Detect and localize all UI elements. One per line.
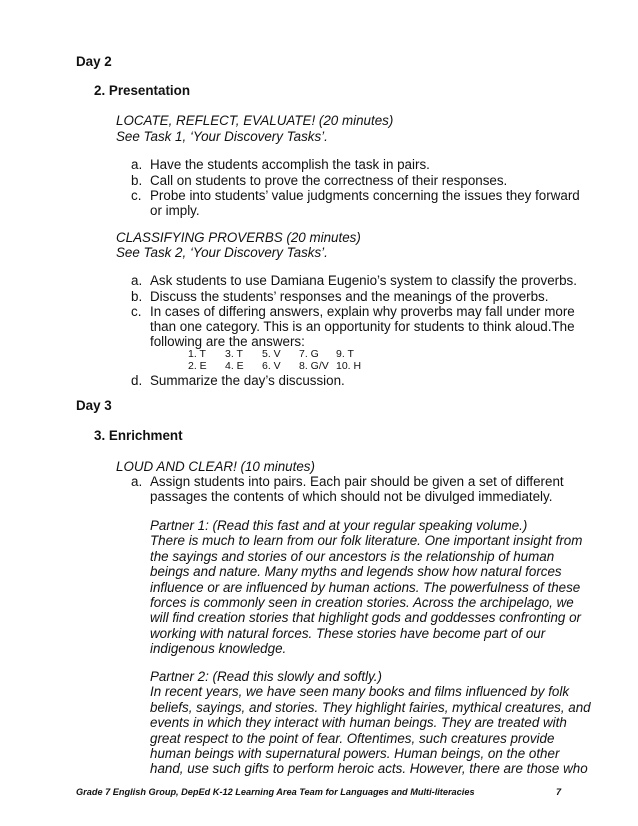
answer-9: 9. T xyxy=(336,348,354,360)
task1-item-a-marker: a. xyxy=(131,157,143,172)
answer-6: 6. V xyxy=(262,360,281,372)
partner2-line: human beings with supernatural powers. Human beings, on the other xyxy=(150,746,560,761)
day-2-heading: Day 2 xyxy=(76,54,112,69)
task2-item-d-marker: d. xyxy=(131,373,143,388)
partner1-line: There is much to learn from our folk literature. One important insight from xyxy=(150,533,583,548)
partner1-line: working with natural forces. These stories have become part of our xyxy=(150,626,546,641)
task2-title: CLASSIFYING PROVERBS (20 minutes) xyxy=(116,230,361,245)
answer-2: 2. E xyxy=(188,360,207,372)
task1-item-c-line2: or imply. xyxy=(150,203,200,218)
presentation-heading: 2. Presentation xyxy=(94,83,190,98)
task3-item-a-line1: Assign students into pairs. Each pair should be given a set of different xyxy=(150,474,564,489)
partner2-line: events in which they interact with human beings. They are treated with xyxy=(150,715,567,730)
task2-item-b: Discuss the students’ responses and the meanings of the proverbs. xyxy=(150,289,549,304)
partner1-line: will find creation stories that highlight gods and goddesses confronting or xyxy=(150,610,581,625)
partner2-line: In recent years, we have seen many books and films influenced by folk xyxy=(150,684,570,699)
task1-item-b: Call on students to prove the correctness of their responses. xyxy=(150,173,508,188)
task1-title: LOCATE, REFLECT, EVALUATE! (20 minutes) xyxy=(116,113,394,128)
answer-7: 7. G xyxy=(299,348,319,360)
answer-1: 1. T xyxy=(188,348,206,360)
task3-title: LOUD AND CLEAR! (10 minutes) xyxy=(116,459,315,474)
answer-5: 5. V xyxy=(262,348,281,360)
task2-item-a: Ask students to use Damiana Eugenio’s system to classify the proverbs. xyxy=(150,273,577,288)
task2-item-c-line3: following are the answers: xyxy=(150,334,305,349)
task2-item-c-marker: c. xyxy=(131,304,142,319)
task1-item-b-marker: b. xyxy=(131,173,143,188)
task2-item-c-line1: In cases of differing answers, explain why proverbs may fall under more xyxy=(150,304,575,319)
task2-item-b-marker: b. xyxy=(131,289,143,304)
day-3-heading: Day 3 xyxy=(76,398,112,413)
partner2-heading: Partner 2: (Read this slowly and softly.) xyxy=(150,669,382,684)
partner1-line: beings and nature. Many myths and legends show how natural forces xyxy=(150,564,562,579)
partner2-line: great respect to the point of fear. Oftentimes, such creatures provide xyxy=(150,731,555,746)
task2-item-d: Summarize the day’s discussion. xyxy=(150,373,345,388)
task3-item-a-marker: a. xyxy=(131,474,143,489)
partner2-line: beliefs, sayings, and stories. They highlight fairies, mythical creatures, and xyxy=(150,700,591,715)
task1-item-c-line1: Probe into students’ value judgments concerning the issues they forward xyxy=(150,188,580,203)
answer-10: 10. H xyxy=(336,360,362,372)
task2-item-c-line2: than one category. This is an opportunity for students to think aloud.The xyxy=(150,319,575,334)
page-number: 7 xyxy=(556,787,562,797)
partner1-line: indigenous knowledge. xyxy=(150,641,287,656)
task1-item-c-marker: c. xyxy=(131,188,142,203)
partner1-line: the sayings and stories of our ancestors is the relationship of human xyxy=(150,549,555,564)
task1-item-a: Have the students accomplish the task in pairs. xyxy=(150,157,430,172)
page-footer: Grade 7 English Group, DepEd K-12 Learning Area Team for Languages and Multi-literacies xyxy=(76,787,475,797)
task2-item-a-marker: a. xyxy=(131,273,143,288)
partner1-line: influence or are influenced by human actions. The powerfulness of these xyxy=(150,580,581,595)
task1-see: See Task 1, ‘Your Discovery Tasks’. xyxy=(116,129,328,144)
answer-4: 4. E xyxy=(225,360,244,372)
answer-8: 8. G/V xyxy=(299,360,329,372)
task3-item-a-line2: passages the contents of which should not be divulged immediately. xyxy=(150,489,553,504)
partner1-line: forces is commonly seen in creation stories. Across the archipelago, we xyxy=(150,595,574,610)
task2-see: See Task 2, ‘Your Discovery Tasks’. xyxy=(116,245,328,260)
partner2-line: hand, use such gifts to perform heroic acts. However, there are those who xyxy=(150,761,588,776)
partner1-heading: Partner 1: (Read this fast and at your regular speaking volume.) xyxy=(150,518,528,533)
enrichment-heading: 3. Enrichment xyxy=(94,428,183,443)
answer-3: 3. T xyxy=(225,348,243,360)
